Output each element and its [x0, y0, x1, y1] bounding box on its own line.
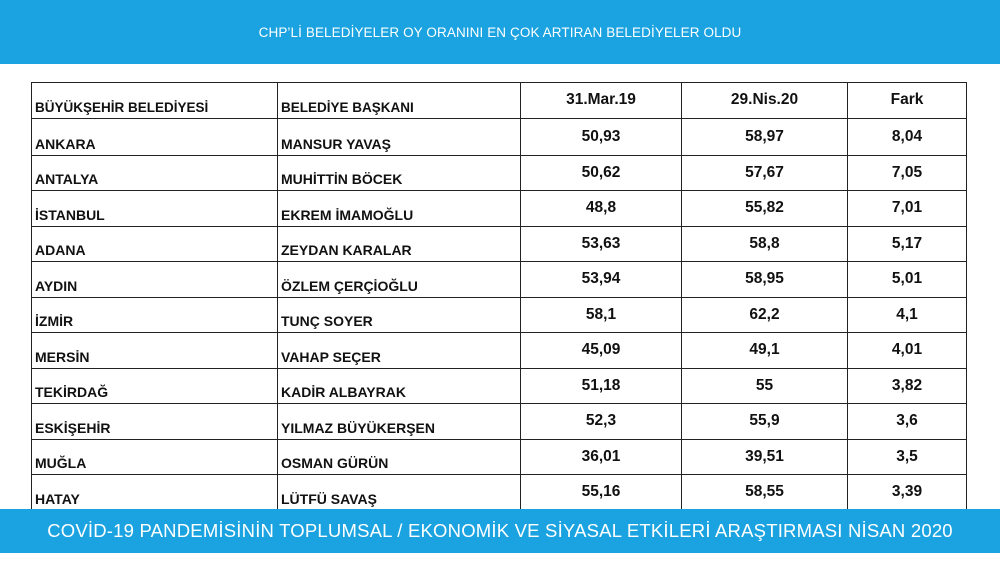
cell-vote-2019: 52,3: [521, 404, 682, 440]
column-header-mayor: BELEDİYE BAŞKANI: [278, 83, 521, 119]
header-title: CHP’Lİ BELEDİYELER OY ORANINI EN ÇOK ARTIRAN BELEDİYELER OLDU: [258, 24, 742, 40]
cell-municipality: HATAY: [32, 475, 278, 511]
cell-difference: 4,1: [848, 297, 967, 333]
cell-municipality: İZMİR: [32, 297, 278, 333]
cell-vote-2020: 39,51: [682, 439, 848, 475]
cell-vote-2019: 53,63: [521, 226, 682, 262]
cell-difference: 3,39: [848, 475, 967, 511]
cell-vote-2020: 58,55: [682, 475, 848, 511]
cell-municipality: MUĞLA: [32, 439, 278, 475]
cell-difference: 5,01: [848, 262, 967, 298]
cell-difference: 7,01: [848, 191, 967, 227]
cell-vote-2019: 58,1: [521, 297, 682, 333]
cell-vote-2020: 55,82: [682, 191, 848, 227]
table-row: [32, 475, 967, 511]
cell-municipality: ANKARA: [32, 118, 278, 155]
cell-mayor: MANSUR YAVAŞ: [278, 118, 521, 155]
cell-mayor: MUHİTTİN BÖCEK: [278, 155, 521, 191]
cell-mayor: YILMAZ BÜYÜKERŞEN: [278, 404, 521, 440]
cell-mayor: VAHAP SEÇER: [278, 333, 521, 369]
table-row: [32, 297, 967, 333]
cell-difference: 8,04: [848, 118, 967, 155]
table-row: [32, 191, 967, 227]
cell-mayor: EKREM İMAMOĞLU: [278, 191, 521, 227]
column-header-date-2019: 31.Mar.19: [521, 83, 682, 119]
cell-difference: 3,82: [848, 368, 967, 404]
cell-vote-2019: 51,18: [521, 368, 682, 404]
cell-vote-2019: 36,01: [521, 439, 682, 475]
cell-mayor: OSMAN GÜRÜN: [278, 439, 521, 475]
table-header-row: [32, 83, 967, 119]
table-row: [32, 368, 967, 404]
header-banner: [0, 0, 1000, 64]
cell-vote-2019: 50,93: [521, 118, 682, 155]
cell-vote-2019: 45,09: [521, 333, 682, 369]
results-table: [31, 82, 967, 511]
cell-vote-2019: 55,16: [521, 475, 682, 511]
cell-municipality: MERSİN: [32, 333, 278, 369]
cell-municipality: ADANA: [32, 226, 278, 262]
footer-text: COVİD-19 PANDEMİSİNİN TOPLUMSAL / EKONOMİK VE SİYASAL ETKİLERİ ARAŞTIRMASI NİSAN 2020: [47, 520, 953, 541]
column-header-date-2020: 29.Nis.20: [682, 83, 848, 119]
footer-banner: [0, 509, 1000, 553]
cell-vote-2019: 53,94: [521, 262, 682, 298]
cell-vote-2020: 55,9: [682, 404, 848, 440]
cell-mayor: TUNÇ SOYER: [278, 297, 521, 333]
cell-vote-2020: 58,8: [682, 226, 848, 262]
cell-difference: 4,01: [848, 333, 967, 369]
cell-municipality: TEKİRDAĞ: [32, 368, 278, 404]
table-row: [32, 404, 967, 440]
table-row: [32, 226, 967, 262]
table-row: [32, 439, 967, 475]
cell-vote-2020: 55: [682, 368, 848, 404]
cell-vote-2020: 58,95: [682, 262, 848, 298]
cell-difference: 3,6: [848, 404, 967, 440]
table-row: [32, 333, 967, 369]
table-row: [32, 262, 967, 298]
results-table-container: [31, 82, 967, 511]
cell-vote-2019: 50,62: [521, 155, 682, 191]
cell-difference: 7,05: [848, 155, 967, 191]
cell-mayor: ZEYDAN KARALAR: [278, 226, 521, 262]
column-header-municipality: BÜYÜKŞEHİR BELEDİYESİ: [32, 83, 278, 119]
cell-vote-2020: 57,67: [682, 155, 848, 191]
cell-municipality: AYDIN: [32, 262, 278, 298]
table-row: [32, 118, 967, 155]
cell-mayor: ÖZLEM ÇERÇİOĞLU: [278, 262, 521, 298]
cell-difference: 5,17: [848, 226, 967, 262]
cell-vote-2020: 49,1: [682, 333, 848, 369]
table-row: [32, 155, 967, 191]
cell-vote-2020: 58,97: [682, 118, 848, 155]
cell-municipality: ANTALYA: [32, 155, 278, 191]
cell-vote-2020: 62,2: [682, 297, 848, 333]
cell-municipality: İSTANBUL: [32, 191, 278, 227]
cell-municipality: ESKİŞEHİR: [32, 404, 278, 440]
cell-vote-2019: 48,8: [521, 191, 682, 227]
column-header-difference: Fark: [848, 83, 967, 119]
cell-difference: 3,5: [848, 439, 967, 475]
cell-mayor: LÜTFÜ SAVAŞ: [278, 475, 521, 511]
cell-mayor: KADİR ALBAYRAK: [278, 368, 521, 404]
